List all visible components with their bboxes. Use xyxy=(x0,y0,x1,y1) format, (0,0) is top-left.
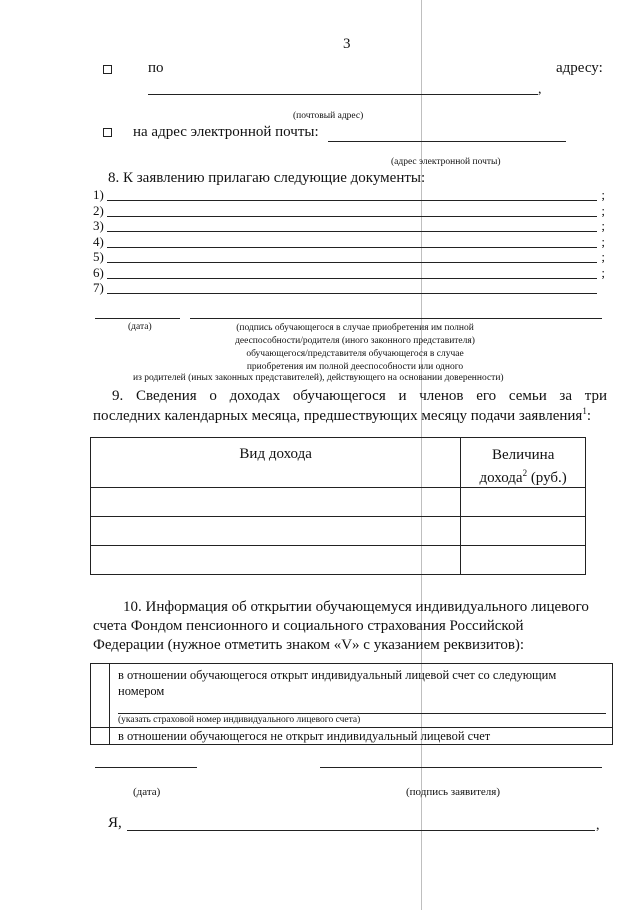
income-type-cell[interactable] xyxy=(91,488,461,517)
ya-label: Я, xyxy=(108,815,122,831)
postal-option-suffix: адресу: xyxy=(556,60,603,76)
list-item xyxy=(93,265,605,281)
document-end-mark: ; xyxy=(601,249,605,264)
list-item xyxy=(93,187,605,203)
account-opened-text-b: номером xyxy=(118,684,165,698)
section8-signature-field[interactable] xyxy=(190,318,602,319)
section8-signature-caption xyxy=(150,322,560,374)
header-amount-unit: (руб.) xyxy=(527,470,567,486)
postal-address-caption: (почтовый адрес) xyxy=(293,111,364,121)
table-row xyxy=(91,728,613,745)
document-number: 7) xyxy=(93,280,104,295)
signature-caption-line: приобретения им полной дееспособности или одного xyxy=(246,362,464,372)
list-item xyxy=(93,234,605,250)
header-amount-word: дохода xyxy=(479,470,523,486)
income-amount-cell[interactable] xyxy=(461,517,586,546)
applicant-name-field[interactable] xyxy=(127,830,595,831)
section10-line3: Федерации (нужное отметить знаком «V» с указанием реквизитов): xyxy=(93,637,525,653)
account-not-opened-text: в отношении обучающегося не открыт индивидуальный лицевой счет xyxy=(110,728,613,745)
footer-date-field[interactable] xyxy=(95,767,197,768)
postal-option-prefix: по xyxy=(148,60,164,76)
signature-caption-line: из родителей (иных законных представителей), действующего на основании доверенности) xyxy=(133,373,504,383)
account-opened-cell xyxy=(110,664,613,728)
table-row xyxy=(91,664,613,728)
signature-caption-line: дееспособности/родителя (иного законного представителя) xyxy=(235,336,475,346)
header-income-amount xyxy=(461,438,586,488)
list-item xyxy=(93,203,605,219)
document-number: 1) xyxy=(93,187,104,202)
section10-line2: счета Фондом пенсионного и социального страхования Российской xyxy=(93,618,524,634)
postal-checkbox[interactable] xyxy=(103,65,112,74)
footer-signature-field[interactable] xyxy=(320,767,602,768)
email-checkbox[interactable] xyxy=(103,128,112,137)
document-field[interactable] xyxy=(107,231,597,232)
income-amount-cell[interactable] xyxy=(461,488,586,517)
footer-signature-caption: (подпись заявителя) xyxy=(406,786,501,798)
document-field[interactable] xyxy=(107,200,597,201)
account-not-opened-mark-cell[interactable] xyxy=(91,728,110,745)
signature-caption-line: обучающегося/представителя обучающегося в случае xyxy=(246,349,464,359)
income-type-cell[interactable] xyxy=(91,517,461,546)
document-field[interactable] xyxy=(107,247,597,248)
header-income-type: Вид дохода xyxy=(91,438,461,488)
section10-line1: 10. Информация об открытии обучающемуся индивидуального лицевого xyxy=(123,599,589,615)
footnote-1-mark: 1 xyxy=(582,406,587,416)
document-end-mark: ; xyxy=(601,218,605,233)
section9-line2 xyxy=(93,406,591,425)
income-table-header xyxy=(91,438,586,488)
list-item xyxy=(93,280,605,296)
section8-date-caption: (дата) xyxy=(128,322,152,332)
section8-date-field[interactable] xyxy=(95,318,180,319)
page-number: 3 xyxy=(343,36,351,52)
footnote-2-mark: 2 xyxy=(522,468,528,478)
document-end-mark: ; xyxy=(601,187,605,202)
document-field[interactable] xyxy=(107,293,597,294)
list-item xyxy=(93,249,605,265)
postal-address-comma: , xyxy=(538,82,542,97)
table-row xyxy=(91,546,586,575)
section9-line1: 9. Сведения о доходах обучающегося и членов его семьи за три xyxy=(112,388,607,404)
email-option-label: на адрес электронной почты: xyxy=(133,124,319,140)
table-row xyxy=(91,488,586,517)
email-address-field[interactable] xyxy=(328,141,566,142)
ya-end: , xyxy=(596,818,600,833)
document-end-mark: ; xyxy=(601,202,605,218)
document-field[interactable] xyxy=(107,278,597,279)
signature-caption-line: (подпись обучающегося в случае приобретения им полной xyxy=(236,323,474,333)
income-table xyxy=(90,437,586,575)
list-item xyxy=(93,218,605,234)
document-number: 5) xyxy=(93,249,104,264)
email-address-caption: (адрес электронной почты) xyxy=(391,157,501,167)
document-number: 6) xyxy=(93,264,104,280)
postal-address-field[interactable] xyxy=(148,94,538,95)
section8-heading: 8. К заявлению прилагаю следующие документы: xyxy=(108,170,426,186)
section9-line2-end: : xyxy=(586,408,591,424)
footer-date-caption: (дата) xyxy=(133,786,161,798)
section9-line2-text: последних календарных месяца, предшествующих месяцу подачи заявления xyxy=(93,408,583,424)
document-number: 4) xyxy=(93,233,104,249)
header-amount-line2 xyxy=(461,464,585,487)
document-end-mark: ; xyxy=(601,233,605,249)
account-number-caption: (указать страховой номер индивидуального лицевого счета) xyxy=(118,715,361,725)
account-opened-mark-cell[interactable] xyxy=(91,664,110,728)
table-row xyxy=(91,517,586,546)
income-type-cell[interactable] xyxy=(91,546,461,575)
document-field[interactable] xyxy=(107,262,597,263)
income-amount-cell[interactable] xyxy=(461,546,586,575)
document-number: 3) xyxy=(93,218,104,233)
pension-account-table xyxy=(90,663,613,745)
document-number: 2) xyxy=(93,202,104,218)
header-amount-line1: Величина xyxy=(491,447,555,463)
account-opened-text: в отношении обучающегося открыт индивидуальный лицевой счет со следующим xyxy=(118,668,557,682)
document-end-mark: ; xyxy=(601,264,605,280)
document-field[interactable] xyxy=(107,216,597,217)
